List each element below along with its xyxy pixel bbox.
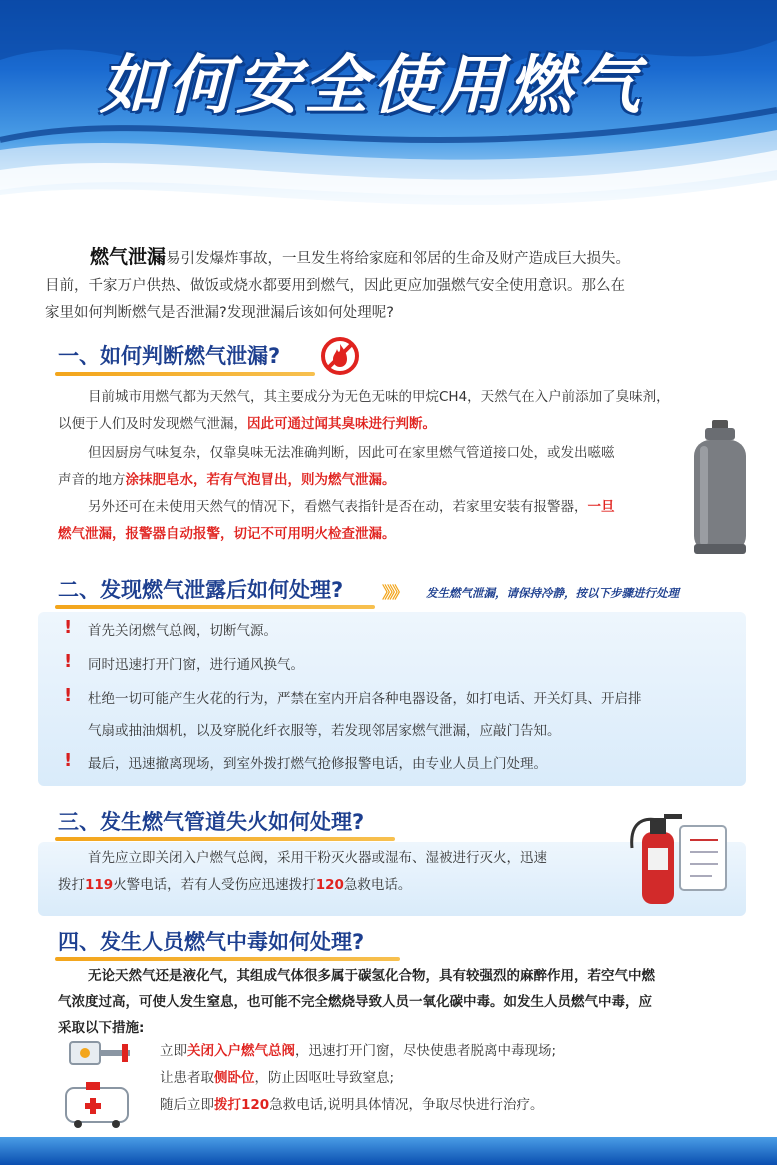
section-1-para-1b: 以便于人们及时发现燃气泄漏，因此可通过闻其臭味进行判断。 [58,416,436,432]
step-3b: 气扇或抽油烟机，以及穿脱化纤衣服等，若发现邻居家燃气泄漏，应敲门告知。 [88,723,561,739]
gas-cylinder-icon [690,418,750,558]
section-3-title: 三、发生燃气管道失火如何处理? [58,810,365,834]
section-1-para-1a: 目前城市用燃气都为天然气，其主要成分为无色无味的甲烷CH4，天然气在入户前添加了臭味剂， [88,389,670,405]
step-1: 首先关闭燃气总阀，切断气源。 [88,623,277,639]
arrows-icon: 》》》 [382,583,406,602]
intro-line-1: 易引发爆炸事故，一旦发生将给家庭和邻居的生命及财产造成巨大损失。 [166,251,631,267]
fire-number: 119 [85,877,114,893]
section-4-para-1: 无论天然气还是液化气，其组成气体很多属于碳氢化合物，具有较强烈的麻醉作用，若空气中燃 [88,968,655,984]
page-title: 如何安全使用燃气 [100,49,644,123]
section-1-para-3a: 另外还可在未使用天然气的情况下，看燃气表指针是否在动，若家里安装有报警器，一旦 [88,499,615,515]
warning-icon: ! [64,685,73,706]
intro-line-2: 目前，千家万户供热、做饭或烧水都要用到燃气，因此更应加强燃气安全使用意识。那么在 [45,278,625,294]
measure-1: 立即关闭入户燃气总阀，迅速打开门窗，尽快使患者脱离中毒现场; [160,1043,557,1059]
smell-hint: 因此可通过闻其臭味进行判断。 [247,416,436,432]
measure-2: 让患者取侧卧位，防止因呕吐导致窒息; [160,1070,395,1086]
warning-icon: ! [64,750,73,771]
section-1-title: 一、如何判断燃气泄漏? [58,344,281,368]
warning-icon: ! [64,617,73,638]
ambulance-number: 120 [315,877,344,893]
header-banner [0,0,777,230]
section-4-title: 四、发生人员燃气中毒如何处理? [58,930,365,954]
section-3-para-2: 拨打119火警电话，若有人受伤应迅速拨打120急救电话。 [58,877,412,893]
intro-keyword: 燃气泄漏 [90,246,167,268]
intro-text [45,244,735,327]
section-3-para-1: 首先应立即关闭入户燃气总阀，采用干粉灭火器或湿布、湿被进行灭火，迅速 [88,850,547,866]
section-4-underline [55,957,400,961]
measure-3: 随后立即拨打120急救电话,说明具体情况，争取尽快进行治疗。 [160,1097,544,1113]
section-4-para-3: 采取以下措施: [58,1020,145,1036]
warning-icon: ! [64,651,73,672]
no-fire-icon [320,336,360,376]
calm-note: 发生燃气泄漏，请保持冷静，按以下步骤进行处理 [426,586,679,600]
step-3a: 杜绝一切可能产生火花的行为，严禁在室内开启各种电器设备，如打电话、开关灯具、开启排 [88,691,642,707]
section-1-para-2a: 但因厨房气味复杂，仅靠臭味无法准确判断，因此可在家里燃气管道接口处，或发出嗞嗞 [88,445,615,461]
alarm-hint: 燃气泄漏，报警器自动报警，切记不可用明火检查泄漏。 [58,526,396,542]
footer-band [0,1137,777,1165]
section-3-underline [55,837,395,841]
section-2-underline [55,605,375,609]
intro-line-3: 家里如何判断燃气是否泄漏?发现泄漏后该如何处理呢? [45,305,394,321]
fire-extinguisher-icon [628,808,738,908]
gas-valve-ambulance-icon [60,1038,140,1128]
soap-hint: 涂抹肥皂水，若有气泡冒出，则为燃气泄漏。 [125,472,396,488]
step-2: 同时迅速打开门窗，进行通风换气。 [88,657,304,673]
section-1-para-3b [58,521,678,548]
section-1-para-2b: 声音的地方涂抹肥皂水，若有气泡冒出，则为燃气泄漏。 [58,472,396,488]
section-4-para-2: 气浓度过高，可使人发生窒息，也可能不完全燃烧导致人员一氧化碳中毒。如发生人员燃气中毒，应 [58,994,652,1010]
step-4: 最后，迅速撤离现场，到室外拨打燃气抢修报警电话，由专业人员上门处理。 [88,756,547,772]
section-1-underline [55,372,315,376]
section-2-title: 二、发现燃气泄露后如何处理? [58,578,344,602]
